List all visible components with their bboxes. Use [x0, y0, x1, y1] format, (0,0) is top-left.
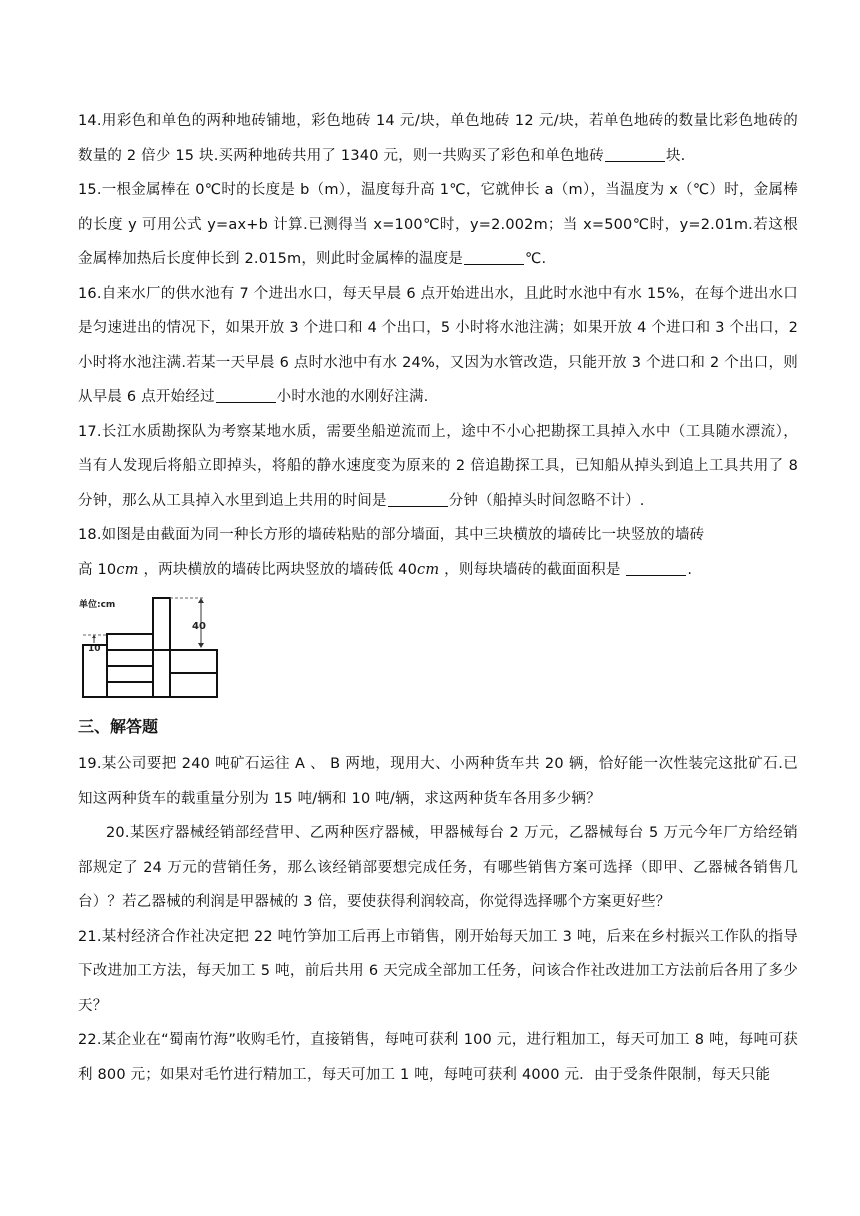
answer-blank	[464, 248, 524, 265]
question-17	[78, 415, 798, 519]
question-16-suffix: 小时水池的水刚好注满.	[276, 389, 429, 405]
question-16-text: 16.自来水厂的供水池有 7 个进出水口，每天早晨 6 点开始进出水，且此时水池中有水 15%，在每个进出水口是匀速进出的情况下，如果开放 3 个进口和 4 个出口，5 小时将水池注满；如果开放 4 个进口和 3 个出口，2 小时将水池注满.若某一天早晨 6 点时水池中有水 24%，又因为水管改造，只能开放 3 个进口和 2 个出口，则从早晨 6 点开始经过	[78, 285, 798, 405]
question-18-suffix: .	[687, 561, 693, 578]
arrow-up-icon	[198, 598, 204, 603]
arrow-down-icon	[198, 643, 204, 648]
unit-cm-a: cm	[116, 561, 139, 578]
problem-21: 21.某村经济合作社决定把 22 吨竹笋加工后再上市销售，刚开始每天加工 3 吨，后来在乡村振兴工作队的指导下改进加工方法，每天加工 5 吨，前后共用 6 天完成全部加工任务，问该合作社改进加工方法前后各用了多少天？	[78, 928, 798, 1014]
vertical-tile-middle	[153, 650, 170, 697]
problem-22: 22.某企业在“蜀南竹海”收购毛竹，直接销售，每吨可获利 100 元，进行粗加工，每天可加工 8 吨，每吨可获利 800 元；如果对毛竹进行精加工，每天可加工 1 吨，每吨可获利 4000 元．由于受条件限制，每天只能	[78, 1032, 798, 1083]
problem-19: 19.某公司要把 240 吨矿石运往 A 、 B 两地，现用大、小两种货车共 20 辆，恰好能一次性装完这批矿石.已知这两种货车的载重量分别为 15 吨/辆和 10 吨/辆，求这两种货车各用多少辆？	[78, 756, 798, 807]
question-15-text: 15.一根金属棒在 0℃时的长度是 b（m），温度每升高 1℃，它就伸长 a（m），当温度为 x（℃）时，金属棒的长度 y 可用公式 y=ax+b 计算.已测得当 x=100℃时，y=2.002m；当 x=500℃时，y=2.01m.若这根金属棒加热后长度伸长到 2.015m，则此时金属棒的温度是	[78, 182, 798, 267]
question-15-suffix: ℃.	[525, 251, 547, 267]
question-18-part-a: 高 10	[78, 561, 117, 578]
question-15	[78, 173, 798, 277]
question-18-part-b: ，两块横放的墙砖比两块竖放的墙砖低 40	[138, 561, 418, 578]
dimension-40-label: 40	[192, 621, 206, 632]
problem-20: 20.某医疗器械经销部经营甲、乙两种医疗器械，甲器械每台 2 万元，乙器械每台 5 万元今年厂方给经销部规定了 24 万元的营销任务，那么该经销部要想完成任务，有哪些销售方案可选择（即甲、乙器械各销售几台）？若乙器械的利润是甲器械的 3 倍，要使获得利润较高，你觉得选择哪个方案更好些？	[78, 825, 798, 910]
tile-wall-figure	[78, 593, 228, 703]
answer-blank	[605, 145, 665, 162]
answer-blank	[388, 490, 448, 507]
horizontal-tile	[107, 634, 153, 650]
question-18	[78, 518, 798, 587]
horizontal-tile	[107, 682, 153, 697]
question-14-text: 14.用彩色和单色的两种地砖铺地，彩色地砖 14 元/块，单色地砖 12 元/块，若单色地砖的数量比彩色地砖的数量的 2 倍少 15 块.买两种地砖共用了 1340 元，则一共购买了彩色和单色地砖	[78, 113, 798, 164]
figure-unit-label: 单位:cm	[79, 600, 116, 610]
unit-cm-b: cm	[417, 561, 440, 578]
horizontal-tile	[107, 650, 153, 666]
section-title: 三、解答题	[78, 717, 159, 736]
dimension-10-label: 10	[88, 644, 101, 654]
question-17-suffix: 分钟（船掉头时间忽略不计）.	[448, 492, 645, 509]
horizontal-tile	[107, 666, 153, 682]
document-page	[78, 104, 798, 1092]
vertical-tile-top	[153, 598, 170, 650]
question-18-part-c: ，则每块墙砖的截面面积是	[439, 561, 626, 578]
tile-diagram	[78, 593, 228, 703]
horizontal-tile-right	[170, 650, 217, 673]
horizontal-tile-right	[170, 673, 217, 697]
question-16	[78, 277, 798, 415]
question-18-line1: 18.如图是由截面为同一种长方形的墙砖粘贴的部分墙面，其中三块横放的墙砖比一块竖放的墙砖	[78, 527, 705, 543]
question-14-suffix: 块.	[665, 147, 686, 164]
question-17-text: 17.长江水质勘探队为考察某地水质，需要坐船逆流而上，途中不小心把勘探工具掉入水中（工具随水漂流），当有人发现后将船立即掉头，将船的静水速度变为原来的 2 倍追勘探工具，已知船从掉头到追上工具共用了 8 分钟，那么从工具掉入水里到追上共用的时间是	[78, 423, 798, 509]
question-14	[78, 104, 798, 173]
answer-blank	[216, 386, 276, 403]
answer-blank	[626, 559, 686, 576]
